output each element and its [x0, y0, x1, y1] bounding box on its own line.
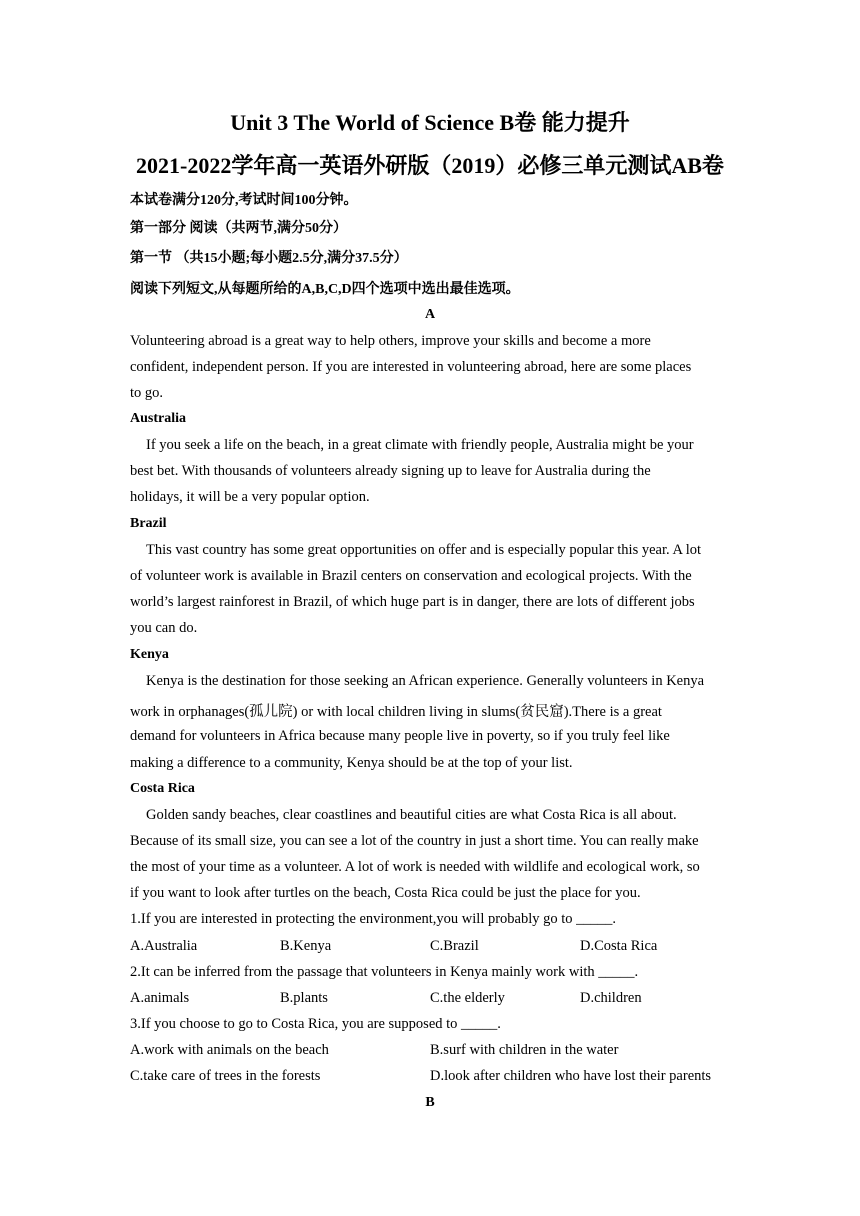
document-subtitle: 2021-2022学年高一英语外研版（2019）必修三单元测试AB卷 — [136, 153, 724, 178]
question-option: B.plants — [280, 990, 328, 1006]
passage-line: world’s largest rainforest in Brazil, of which huge part is in danger, there are lots of different jobs — [130, 594, 695, 610]
question-option: C.the elderly — [430, 990, 505, 1006]
passage-line: best bet. With thousands of volunteers already signing up to leave for Australia during the — [130, 463, 651, 479]
instruction-line: 本试卷满分120分,考试时间100分钟。 — [130, 193, 358, 208]
question-option: C.Brazil — [430, 938, 479, 954]
passage-line: Golden sandy beaches, clear coastlines and beautiful cities are what Costa Rica is all about. — [146, 807, 677, 823]
passage-line: If you seek a life on the beach, in a great climate with friendly people, Australia might be your — [146, 437, 694, 453]
instruction-line: 阅读下列短文,从每题所给的A,B,C,D四个选项中选出最佳选项。 — [130, 282, 520, 297]
instruction-line: 第一节 （共15小题;每小题2.5分,满分37.5分） — [130, 251, 408, 266]
question-option: A.Australia — [130, 938, 198, 954]
passage-line: confident, independent person. If you are interested in volunteering abroad, here are some places — [130, 359, 692, 375]
question-stem: 2.It can be inferred from the passage that volunteers in Kenya mainly work with _____. — [130, 964, 639, 980]
passage-line: This vast country has some great opportunities on offer and is especially popular this year. A lot — [146, 542, 702, 558]
passage-line: making a difference to a community, Kenya should be at the top of your list. — [130, 755, 573, 771]
passage-line: the most of your time as a volunteer. A lot of work is needed with wildlife and ecological work, so — [130, 859, 700, 875]
section-heading: Australia — [130, 411, 186, 426]
passage-a-label: A — [424, 307, 436, 322]
passage-line: Volunteering abroad is a great way to help others, improve your skills and become a more — [130, 333, 651, 349]
passage-line: of volunteer work is available in Brazil centers on conservation and ecological projects. With the — [130, 568, 692, 584]
passage-line: demand for volunteers in Africa because many people live in poverty, so if you truly feel like — [130, 728, 670, 744]
document-title: Unit 3 The World of Science B卷 能力提升 — [230, 110, 630, 135]
question-option: D.look after children who have lost their parents — [430, 1068, 712, 1084]
passage-line: you can do. — [130, 620, 198, 636]
question-option: B.surf with children in the water — [430, 1042, 619, 1058]
question-option: A.work with animals on the beach — [130, 1042, 329, 1058]
question-stem: 1.If you are interested in protecting the environment,you will probably go to _____. — [130, 911, 617, 927]
section-heading: Brazil — [130, 516, 167, 531]
question-option: B.Kenya — [280, 938, 332, 954]
question-option: C.take care of trees in the forests — [130, 1068, 321, 1084]
passage-line: Kenya is the destination for those seeking an African experience. Generally volunteers in Kenya — [146, 673, 705, 689]
passage-line: work in orphanages(孤儿院) or with local children living in slums(贫民窟).There is a great — [130, 704, 662, 720]
question-option: D.children — [580, 990, 642, 1006]
section-heading: Costa Rica — [130, 781, 195, 796]
question-option: D.Costa Rica — [580, 938, 658, 954]
passage-line: Because of its small size, you can see a lot of the country in just a short time. You can really make — [130, 833, 699, 849]
question-option: A.animals — [130, 990, 190, 1006]
passage-line: to go. — [130, 385, 164, 401]
passage-line: if you want to look after turtles on the beach, Costa Rica could be just the place for you. — [130, 885, 641, 901]
passage-line: holidays, it will be a very popular option. — [130, 489, 370, 505]
question-stem: 3.If you choose to go to Costa Rica, you are supposed to _____. — [130, 1016, 501, 1032]
section-heading: Kenya — [130, 647, 169, 662]
passage-b-label: B — [425, 1095, 435, 1110]
instruction-line: 第一部分 阅读（共两节,满分50分） — [130, 221, 347, 236]
